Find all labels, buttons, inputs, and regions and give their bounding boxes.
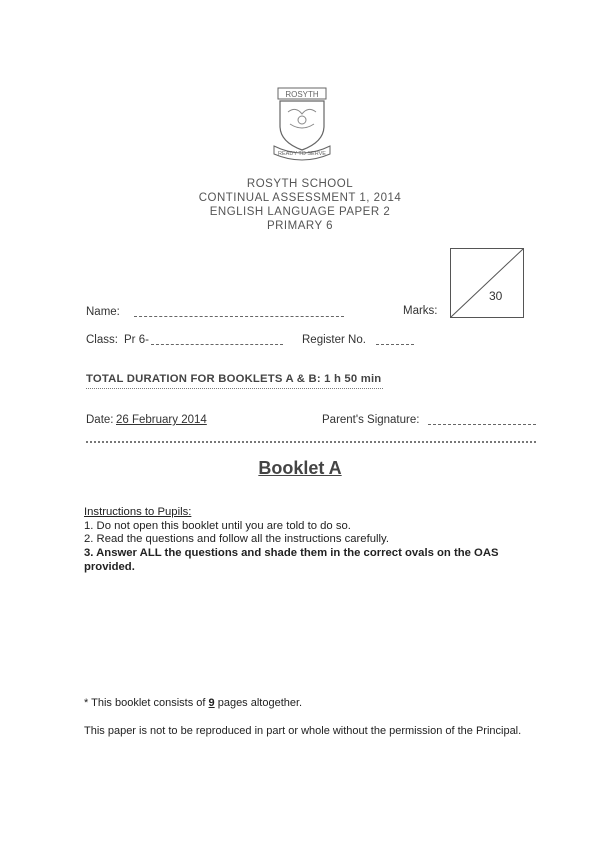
pages-count: 9 bbox=[208, 697, 215, 709]
class-label: Class: bbox=[86, 334, 118, 346]
instruction-item: 1. Do not open this booklet until you are told to do so. bbox=[84, 520, 351, 532]
assessment-title: CONTINUAL ASSESSMENT 1, 2014 bbox=[198, 192, 402, 204]
date-label: Date: bbox=[86, 414, 114, 426]
booklet-title: Booklet A bbox=[258, 458, 342, 478]
class-line[interactable] bbox=[151, 334, 283, 345]
instruction-item: 3. Answer ALL the questions and shade them in the correct ovals on the OAS provided. bbox=[84, 547, 499, 573]
separator-rule bbox=[86, 441, 536, 443]
name-line[interactable] bbox=[134, 306, 344, 317]
pages-note-prefix: * This booklet consists of bbox=[84, 697, 209, 709]
crest-motto-bottom: READY TO SERVE bbox=[278, 151, 326, 157]
school-name: ROSYTH SCHOOL bbox=[246, 178, 354, 190]
marks-total: 30 bbox=[489, 289, 503, 303]
pages-note-suffix: pages altogether. bbox=[214, 697, 303, 709]
date-value: 26 February 2014 bbox=[116, 414, 207, 426]
parent-signature-line[interactable] bbox=[428, 414, 536, 425]
permission-note: This paper is not to be reproduced in part or whole without the permission of the Principal. bbox=[84, 725, 522, 737]
school-crest-logo bbox=[270, 82, 334, 162]
level-title: PRIMARY 6 bbox=[266, 220, 334, 232]
register-line[interactable] bbox=[376, 334, 414, 345]
pages-note bbox=[84, 697, 302, 709]
paper-title: ENGLISH LANGUAGE PAPER 2 bbox=[209, 206, 391, 218]
name-label: Name: bbox=[86, 306, 120, 318]
class-value: Pr 6- bbox=[124, 334, 149, 346]
duration-underline bbox=[86, 388, 383, 389]
instructions-heading: Instructions to Pupils: bbox=[84, 506, 192, 518]
instruction-item: 2. Read the questions and follow all the instructions carefully. bbox=[84, 533, 389, 545]
crest-motto-top: ROSYTH bbox=[285, 90, 319, 99]
marks-box bbox=[450, 248, 524, 318]
duration-text: TOTAL DURATION FOR BOOKLETS A & B: 1 h 50 min bbox=[86, 373, 382, 385]
parent-signature-label: Parent's Signature: bbox=[322, 414, 420, 426]
register-label: Register No. bbox=[302, 334, 366, 346]
marks-label: Marks: bbox=[403, 305, 438, 317]
